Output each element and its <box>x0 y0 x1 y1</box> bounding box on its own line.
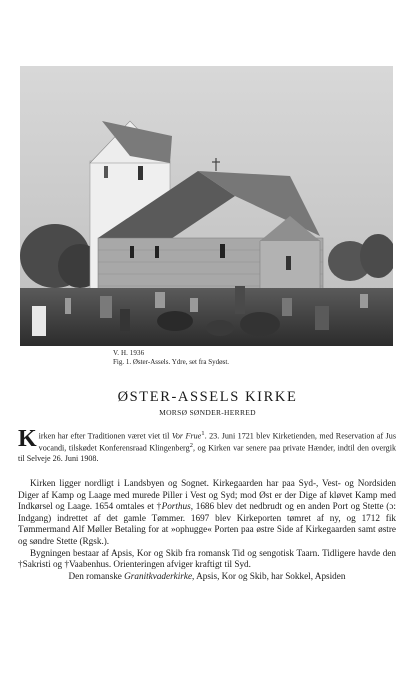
intro-text-c: , og Kirken var senere paa private Hænder, indtil den overgik til Selveje 26. Juni 1908. <box>18 444 396 463</box>
p3-text-b: , Apsis, Kor og Skib, har Sokkel, Apsiden <box>192 570 346 581</box>
p3-italic: Granitkvaderkirke <box>124 570 193 581</box>
p3-text-a: Den romanske <box>68 570 125 581</box>
church-photo <box>20 66 393 346</box>
p1-text-a: Kirken ligger nordligt i Landsbyen og Sognet. Kirkegaarden har paa Syd-, Vest- og Nordsiden Diger af Kamp og Laage med murede Piller i Vest og Syd; mod Øst er der Dige af kløvet Kamp med Indkørsel og Laage. 1654 omtales et † <box>18 478 396 512</box>
body-text <box>18 478 396 582</box>
footnote-ref-1: 1 <box>201 430 205 437</box>
p1-italic: Porthus <box>161 501 191 512</box>
intro-text-b: . 23. Juni 1721 blev Kirketienden, med Reservation af Jus vocandi, tilskødet Konferensraad Klingenberg <box>38 431 397 454</box>
intro-text-a: irken har efter Traditionen været viet til <box>38 431 172 441</box>
footnote-ref-2: 2 <box>189 442 194 450</box>
paragraph-building: Bygningen bestaar af Apsis, Kor og Skib fra romansk Tid og sengotisk Taarn. Tidligere havde den †Sakristi og †Vaabenhus. Orienteringen afviger kraftigt til Syd. <box>18 547 396 570</box>
drop-cap: K <box>18 426 37 452</box>
p1-text-b: , 1686 blev det nedbrudt og en anden Port og Stette (ɔ: Indgang) indrettet af det gamle Tømmer. 1697 blev Kirkeporten tømret af ny, og 1712 fik Tømmermand Alf Møller Betaling for at »ophugge« Porten paa østre Side af Kirkegaarden samt østre og søndre Stette (Rgsk.). <box>18 501 396 546</box>
photo-credit: V. H. 1936 <box>113 349 145 357</box>
paragraph-churchyard <box>18 478 396 548</box>
figure-caption: Fig. 1. Øster-Assels. Ydre, set fra Sydøst. <box>113 358 230 366</box>
church-illustration <box>20 66 393 346</box>
page-title: ØSTER-ASSELS KIRKE <box>117 389 298 405</box>
page-subtitle: MORSØ SØNDER-HERRED <box>159 408 256 417</box>
intro-italic: Vor Frue <box>171 431 202 441</box>
paragraph-romanesque <box>18 571 396 583</box>
intro-paragraph <box>18 426 397 464</box>
